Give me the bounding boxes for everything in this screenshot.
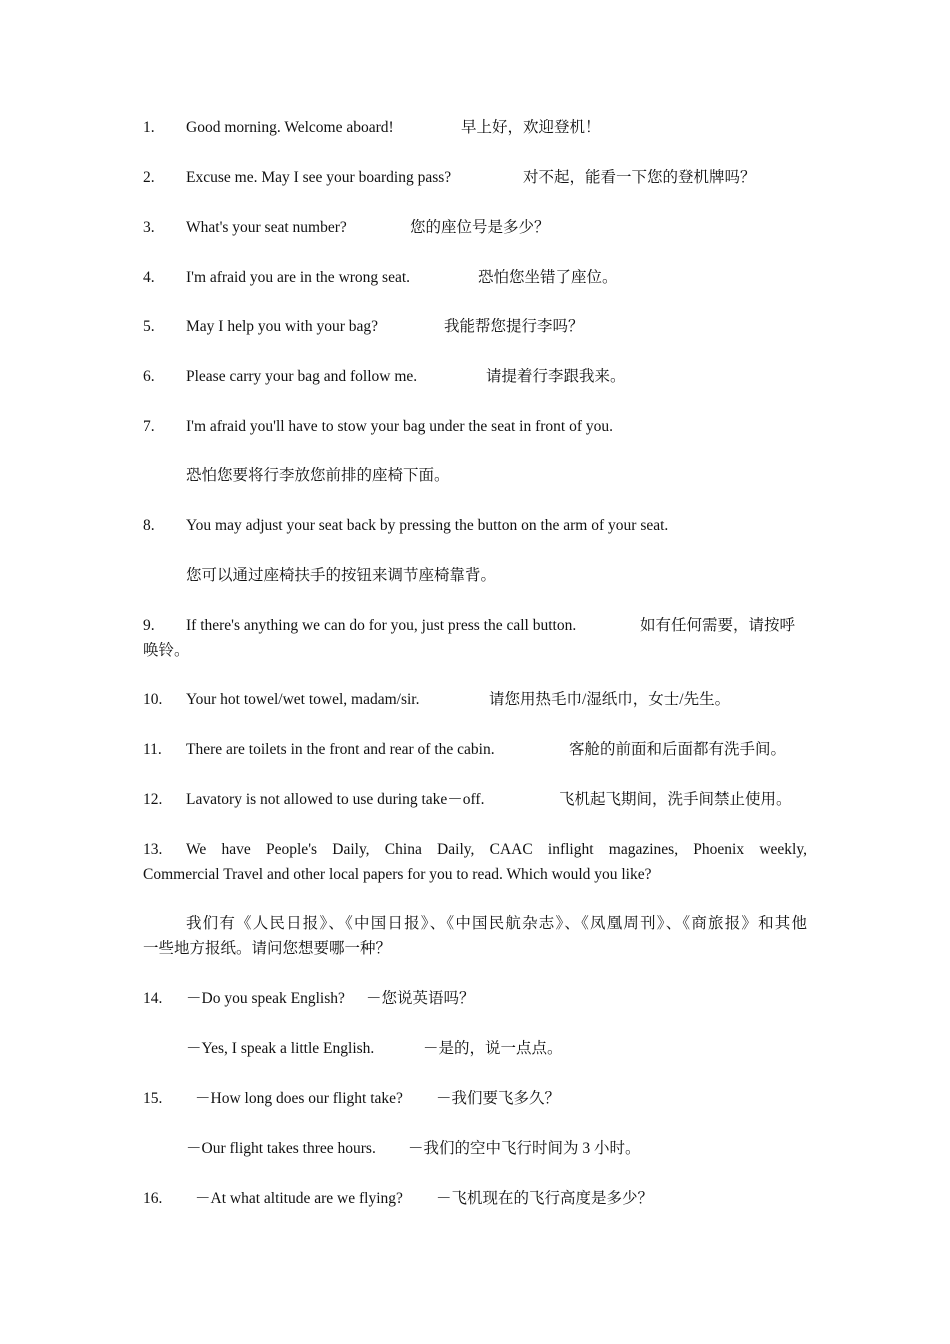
english-phrase: You may adjust your seat back by pressing the button on the arm of your seat. xyxy=(186,517,669,534)
chinese-translation: －您说英语吗？ xyxy=(366,990,475,1007)
english-phrase: －Do you speak English? xyxy=(186,990,345,1007)
item-number: 14. xyxy=(143,990,163,1007)
chinese-reply: －是的，说一点点。 xyxy=(423,1040,563,1057)
english-phrase: I'm afraid you are in the wrong seat. xyxy=(186,269,411,286)
item-number: 15. xyxy=(143,1090,163,1107)
item-number: 1. xyxy=(143,119,155,136)
item-number: 13. xyxy=(143,841,163,858)
chinese-translation: 我能帮您提行李吗？ xyxy=(444,318,584,335)
item-number: 9. xyxy=(143,617,155,634)
item-number: 11. xyxy=(143,741,162,758)
item-number: 2. xyxy=(143,169,155,186)
chinese-translation: 客舱的前面和后面都有洗手间。 xyxy=(569,741,787,758)
item-number: 16. xyxy=(143,1190,163,1207)
english-phrase: Excuse me. May I see your boarding pass? xyxy=(186,169,452,186)
english-phrase: Your hot towel/wet towel, madam/sir. xyxy=(186,691,420,708)
chinese-translation-continued: 一些地方报纸。请问您想要哪一种？ xyxy=(143,940,392,957)
chinese-translation: 对不起，能看一下您的登机牌吗？ xyxy=(523,169,756,186)
english-phrase: Lavatory is not allowed to use during take－off. xyxy=(186,791,485,808)
chinese-translation: 飞机起飞期间，洗手间禁止使用。 xyxy=(559,791,792,808)
english-reply: －Our flight takes three hours. xyxy=(186,1140,376,1157)
item-number: 5. xyxy=(143,318,155,335)
english-phrase-continued: Commercial Travel and other local papers for you to read. Which would you like? xyxy=(143,866,652,883)
item-number: 6. xyxy=(143,368,155,385)
chinese-translation: 如有任何需要，请按呼 xyxy=(640,617,796,634)
item-number: 7. xyxy=(143,418,155,435)
chinese-translation: 恐怕您要将行李放您前排的座椅下面。 xyxy=(186,467,450,484)
item-number: 12. xyxy=(143,791,163,808)
chinese-translation-continued: 唤铃。 xyxy=(143,642,190,659)
chinese-translation: 请您用热毛巾/湿纸巾，女士/先生。 xyxy=(489,691,731,708)
chinese-translation: 恐怕您坐错了座位。 xyxy=(478,269,618,286)
english-phrase: Good morning. Welcome aboard! xyxy=(186,119,394,136)
english-phrase: What's your seat number? xyxy=(186,219,347,236)
chinese-translation: －我们要飞多久？ xyxy=(436,1090,561,1107)
chinese-translation: 您可以通过座椅扶手的按钮来调节座椅靠背。 xyxy=(186,567,497,584)
chinese-reply: －我们的空中飞行时间为 3 小时。 xyxy=(408,1140,641,1157)
chinese-translation: 您的座位号是多少？ xyxy=(410,219,550,236)
english-phrase: There are toilets in the front and rear of the cabin. xyxy=(186,741,495,758)
item-number: 8. xyxy=(143,517,155,534)
item-number: 4. xyxy=(143,269,155,286)
english-phrase: I'm afraid you'll have to stow your bag under the seat in front of you. xyxy=(186,418,613,435)
english-phrase: －At what altitude are we flying? xyxy=(195,1190,403,1207)
english-phrase: May I help you with your bag? xyxy=(186,318,378,335)
item-number: 3. xyxy=(143,219,155,236)
english-phrase: －How long does our flight take? xyxy=(195,1090,403,1107)
chinese-translation: －飞机现在的飞行高度是多少？ xyxy=(436,1190,654,1207)
chinese-translation: 早上好，欢迎登机！ xyxy=(461,119,601,136)
chinese-translation: 我们有《人民日报》、《中国日报》、《中国民航杂志》、《凤凰周刊》、《商旅报》和其他 xyxy=(186,915,807,932)
english-phrase: If there's anything we can do for you, just press the call button. xyxy=(186,617,577,634)
english-reply: －Yes, I speak a little English. xyxy=(186,1040,375,1057)
item-number: 10. xyxy=(143,691,163,708)
english-phrase: We have People's Daily, China Daily, CAAC inflight magazines, Phoenix weekly, xyxy=(186,841,807,858)
english-phrase: Please carry your bag and follow me. xyxy=(186,368,418,385)
chinese-translation: 请提着行李跟我来。 xyxy=(486,368,626,385)
